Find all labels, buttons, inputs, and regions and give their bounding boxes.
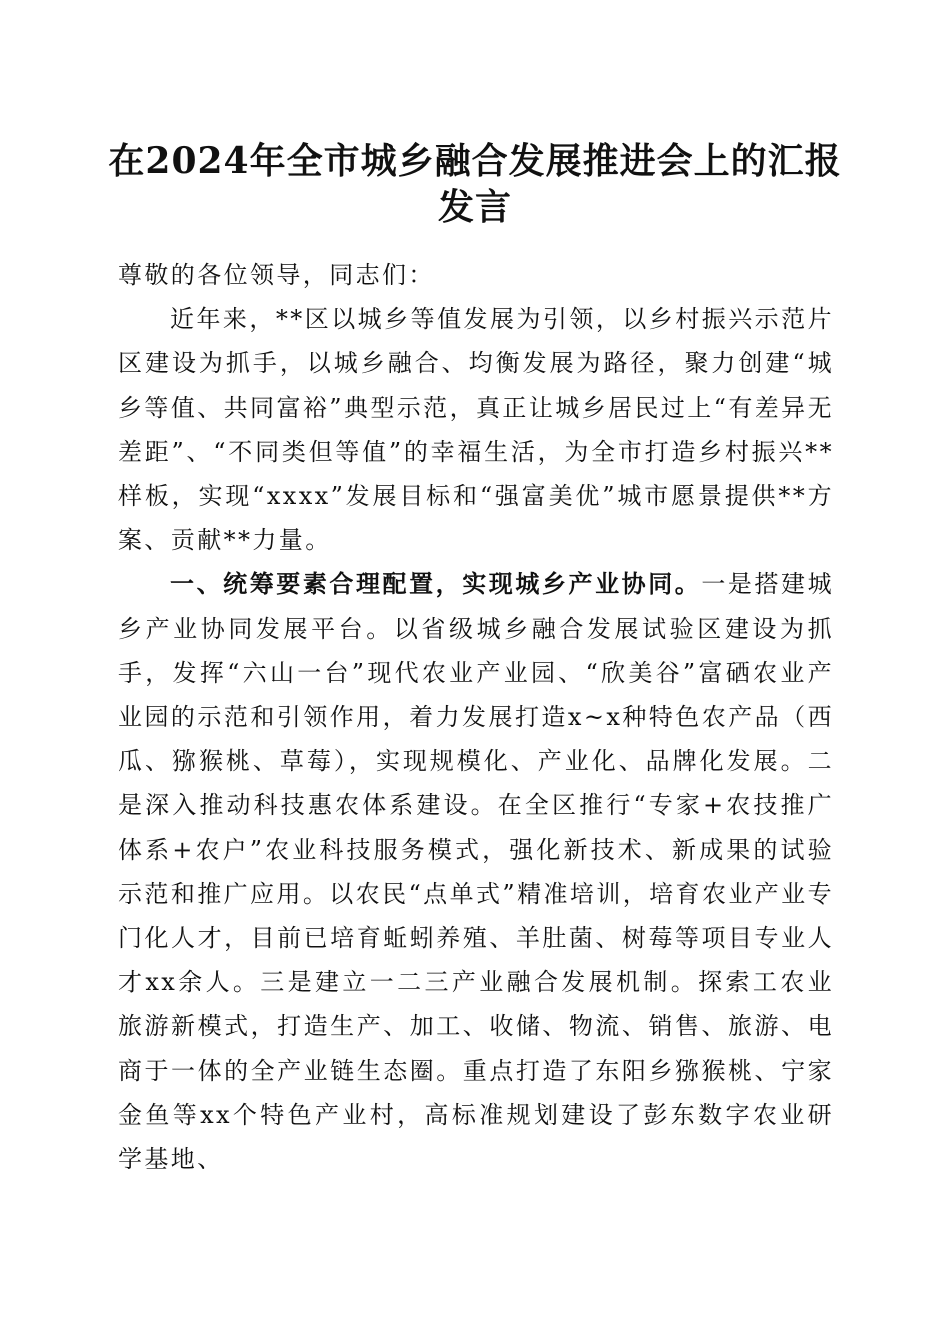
section-1-heading: 一、统筹要素合理配置，实现城乡产业协同。 [170, 569, 702, 599]
title-line-2: 发言 [437, 186, 512, 228]
section-1-paragraph [118, 562, 834, 1181]
intro-paragraph: 近年来，**区以城乡等值发展为引领，以乡村振兴示范片区建设为抓手，以城乡融合、均衡发展为路径，聚力创建“城乡等值、共同富裕”典型示范，真正让城乡居民过上“有差异无差距”、“不同类但等值”的幸福生活，为全市打造乡村振兴**样板，实现“xxxx”发展目标和“强富美优”城市愿景提供**方案、贡献**力量。 [118, 305, 834, 555]
document-title [100, 138, 850, 230]
salutation: 尊敬的各位领导，同志们： [118, 261, 435, 289]
document-body [118, 253, 834, 1181]
section-1-body: 一是搭建城乡产业协同发展平台。以省级城乡融合发展试验区建设为抓手，发挥“六山一台”现代农业产业园、“欣美谷”富硒农业产业园的示范和引领作用，着力发展打造x~x种特色农产品（西瓜、猕猴桃、草莓），实现规模化、产业化、品牌化发展。二是深入推动科技惠农体系建设。在全区推行“专家+农技推广体系+农户”农业科技服务模式，强化新技术、新成果的试验示范和推广应用。以农民“点单式”精准培训，培育农业产业专门化人才，目前已培育蚯蚓养殖、羊肚菌、树莓等项目专业人才xx余人。三是建立一二三产业融合发展机制。探索工农业旅游新模式，打造生产、加工、收储、物流、销售、旅游、电商于一体的全产业链生态圈。重点打造了东阳乡猕猴桃、宁家金鱼等xx个特色产业村，高标准规划建设了彭东数字农业研学基地、 [118, 570, 835, 1174]
title-line-1: 在2024年全市城乡融合发展推进会上的汇报 [108, 140, 842, 182]
